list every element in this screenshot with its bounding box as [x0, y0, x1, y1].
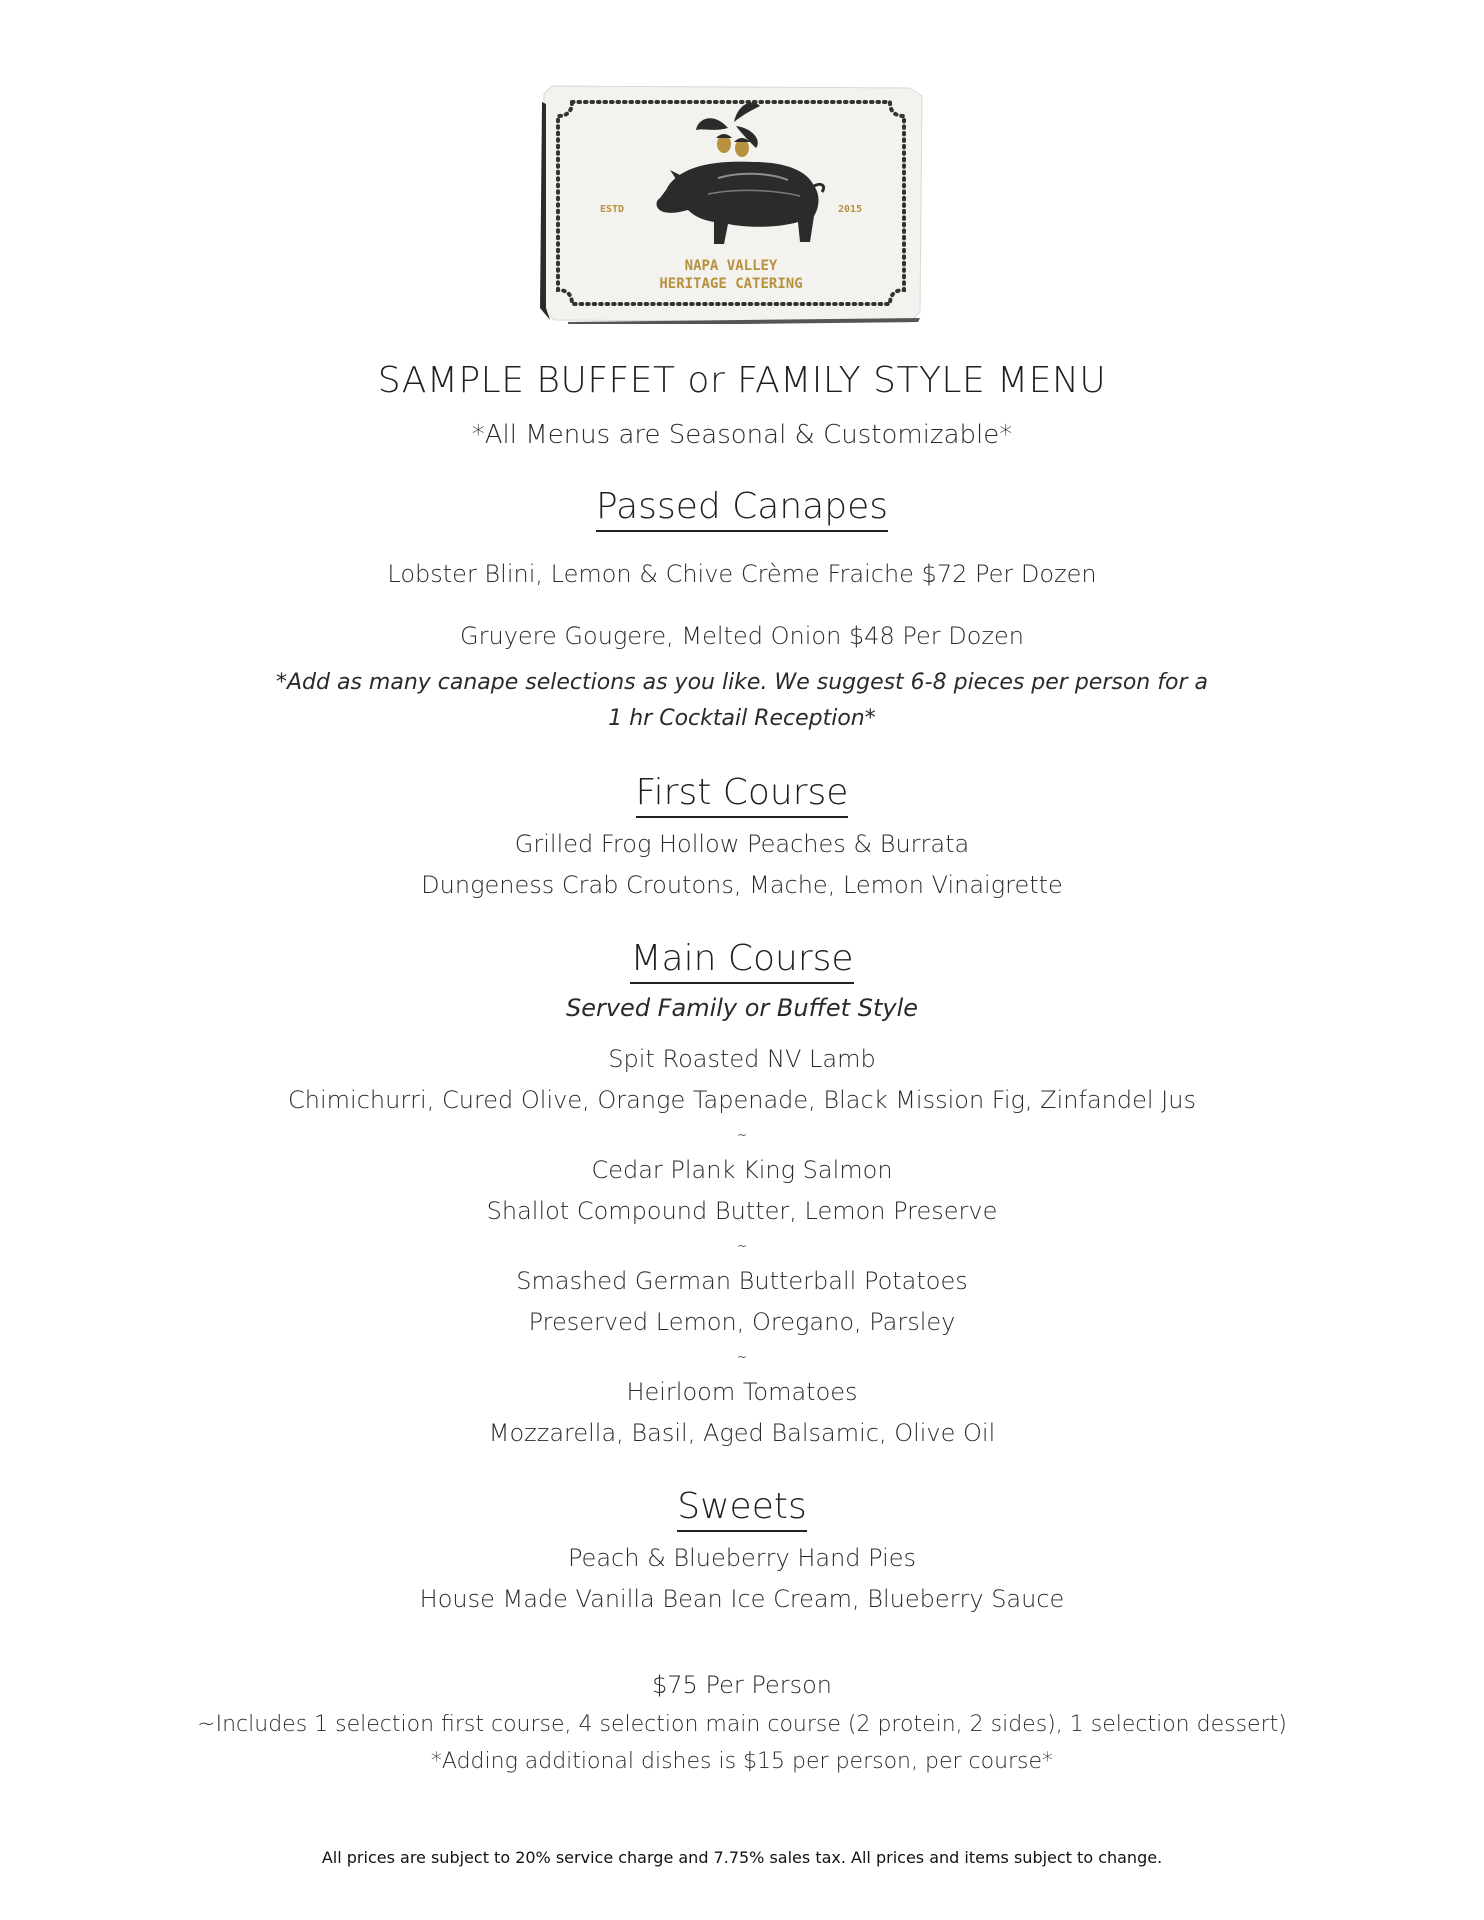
canape-item: Gruyere Gougere, Melted Onion $48 Per Dozen: [460, 622, 1024, 650]
section-heading-passed-canapes: Passed Canapes: [0, 486, 1484, 527]
page-subtitle: *All Menus are Seasonal & Customizable*: [471, 420, 1013, 450]
main-dish-detail: Preserved Lemon, Oregano, Parsley: [528, 1308, 956, 1336]
main-dish-detail: Mozzarella, Basil, Aged Balsamic, Olive Oil: [488, 1419, 996, 1447]
main-dish-name: Spit Roasted NV Lamb: [608, 1045, 876, 1073]
dish-separator: ~: [736, 1128, 748, 1142]
catering-logo: [538, 82, 924, 324]
sweets-line1: Peach & Blueberry Hand Pies: [567, 1544, 917, 1572]
price-per-person: $75 Per Person: [652, 1671, 832, 1699]
price-includes: ~Includes 1 selection first course, 4 selection main course (2 protein, 2 sides), 1 selection dessert): [197, 1712, 1287, 1737]
first-course-line1: Grilled Frog Hollow Peaches & Burrata: [514, 830, 970, 858]
logo-established-label: ESTD: [599, 204, 625, 215]
section-heading-sweets: Sweets: [0, 1486, 1484, 1527]
logo-line1: NAPA VALLEY: [684, 258, 778, 274]
logo-year-label: 2015: [837, 204, 863, 215]
price-additional: *Adding additional dishes is $15 per person, per course*: [430, 1749, 1054, 1774]
canape-note-line2: 1 hr Cocktail Reception*: [608, 706, 876, 731]
main-dish-detail: Chimichurri, Cured Olive, Orange Tapenade, Black Mission Fig, Zinfandel Jus: [288, 1086, 1196, 1114]
main-dish-detail: Shallot Compound Butter, Lemon Preserve: [486, 1197, 998, 1225]
main-dish-name: Heirloom Tomatoes: [626, 1378, 858, 1406]
section-heading-main-course: Main Course: [0, 938, 1484, 979]
dish-separator: ~: [736, 1239, 748, 1253]
footer-disclaimer: All prices are subject to 20% service charge and 7.75% sales tax. All prices and items subject to change.: [321, 1848, 1163, 1867]
section-heading-first-course: First Course: [0, 772, 1484, 813]
main-course-subheading: Served Family or Buffet Style: [565, 994, 919, 1022]
canape-note-line1: *Add as many canape selections as you like. We suggest 6-8 pieces per person for a: [276, 670, 1208, 695]
first-course-line2: Dungeness Crab Croutons, Mache, Lemon Vinaigrette: [421, 871, 1063, 899]
canape-item: Lobster Blini, Lemon & Chive Crème Fraiche $72 Per Dozen: [387, 560, 1097, 588]
dish-separator: ~: [736, 1350, 748, 1364]
logo-line2: HERITAGE CATERING: [659, 276, 803, 292]
main-dish-name: Cedar Plank King Salmon: [591, 1156, 893, 1184]
page-title: SAMPLE BUFFET or FAMILY STYLE MENU: [377, 360, 1107, 401]
sweets-line2: House Made Vanilla Bean Ice Cream, Blueberry Sauce: [419, 1585, 1065, 1613]
main-dish-name: Smashed German Butterball Potatoes: [516, 1267, 968, 1295]
